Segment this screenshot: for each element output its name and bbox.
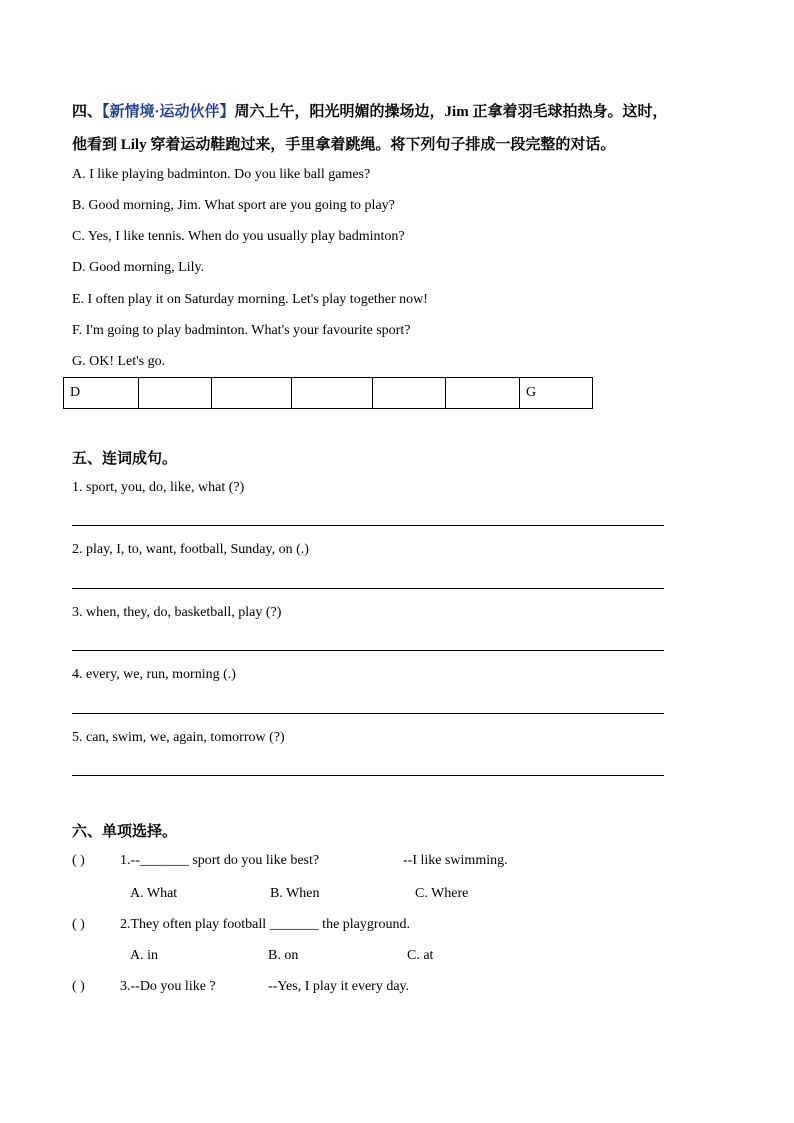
section4-intro-line2: 他看到 Lily 穿着运动鞋跑过来，手里拿着跳绳。将下列句子排成一段完整的对话。 bbox=[72, 137, 616, 153]
answer-cell[interactable] bbox=[212, 378, 292, 409]
q3-stem: 3.--Do you like ? bbox=[120, 979, 216, 994]
section6-title: 六、单项选择。 bbox=[72, 824, 178, 840]
answer-order-table bbox=[63, 377, 593, 409]
sentence-d: D. Good morning, Lily. bbox=[72, 260, 205, 275]
sentence-e: E. I often play it on Saturday morning. Let's play together now! bbox=[72, 292, 428, 307]
section5-title: 五、连词成句。 bbox=[72, 451, 178, 467]
reorder-item-1: 1. sport, you, do, like, what (?) bbox=[72, 480, 245, 495]
q2-stem: 2.They often play football _______ the playground. bbox=[120, 917, 411, 932]
reorder-item-5: 5. can, swim, we, again, tomorrow (?) bbox=[72, 730, 285, 745]
answer-cell[interactable] bbox=[373, 378, 446, 409]
sentence-c: C. Yes, I like tennis. When do you usually play badminton? bbox=[72, 229, 405, 244]
q2-answer-paren[interactable]: ( ) bbox=[72, 917, 85, 932]
section4-tag: 【新情境·运动伙伴】 bbox=[102, 104, 235, 120]
answer-line-3[interactable] bbox=[72, 650, 664, 651]
section4-number: 四、 bbox=[72, 104, 103, 120]
sentence-g: G. OK! Let's go. bbox=[72, 354, 166, 369]
q2-option-b: B. on bbox=[268, 948, 299, 963]
q2-option-c: C. at bbox=[407, 948, 434, 963]
answer-line-1[interactable] bbox=[72, 525, 664, 526]
q3-answer-paren[interactable]: ( ) bbox=[72, 979, 85, 994]
q1-reply: --I like swimming. bbox=[403, 853, 508, 868]
answer-cell[interactable] bbox=[139, 378, 212, 409]
reorder-item-4: 4. every, we, run, morning (.) bbox=[72, 667, 236, 682]
answer-cell[interactable] bbox=[446, 378, 520, 409]
answer-line-4[interactable] bbox=[72, 713, 664, 714]
reorder-item-3: 3. when, they, do, basketball, play (?) bbox=[72, 605, 282, 620]
answer-cell[interactable] bbox=[292, 378, 373, 409]
section4-intro-line1 bbox=[72, 100, 667, 121]
sentence-a: A. I like playing badminton. Do you like ball games? bbox=[72, 167, 371, 182]
q2-option-a: A. in bbox=[130, 948, 158, 963]
q1-option-a: A. What bbox=[130, 886, 178, 901]
q3-reply: --Yes, I play it every day. bbox=[268, 979, 410, 994]
answer-cell[interactable]: G bbox=[520, 378, 593, 409]
answer-cell[interactable]: D bbox=[64, 378, 139, 409]
answer-line-5[interactable] bbox=[72, 775, 664, 776]
q1-answer-paren[interactable]: ( ) bbox=[72, 853, 85, 868]
sentence-b: B. Good morning, Jim. What sport are you going to play? bbox=[72, 198, 395, 213]
answer-line-2[interactable] bbox=[72, 588, 664, 589]
reorder-item-2: 2. play, I, to, want, football, Sunday, on (.) bbox=[72, 542, 309, 557]
q1-option-c: C. Where bbox=[415, 886, 469, 901]
q1-option-b: B. When bbox=[270, 886, 320, 901]
section4-intro-rest: 周六上午，阳光明媚的操场边，Jim 正拿着羽毛球拍热身。这时， bbox=[234, 104, 668, 120]
q1-stem: 1.--_______ sport do you like best? bbox=[120, 853, 320, 868]
sentence-f: F. I'm going to play badminton. What's your favourite sport? bbox=[72, 323, 411, 338]
